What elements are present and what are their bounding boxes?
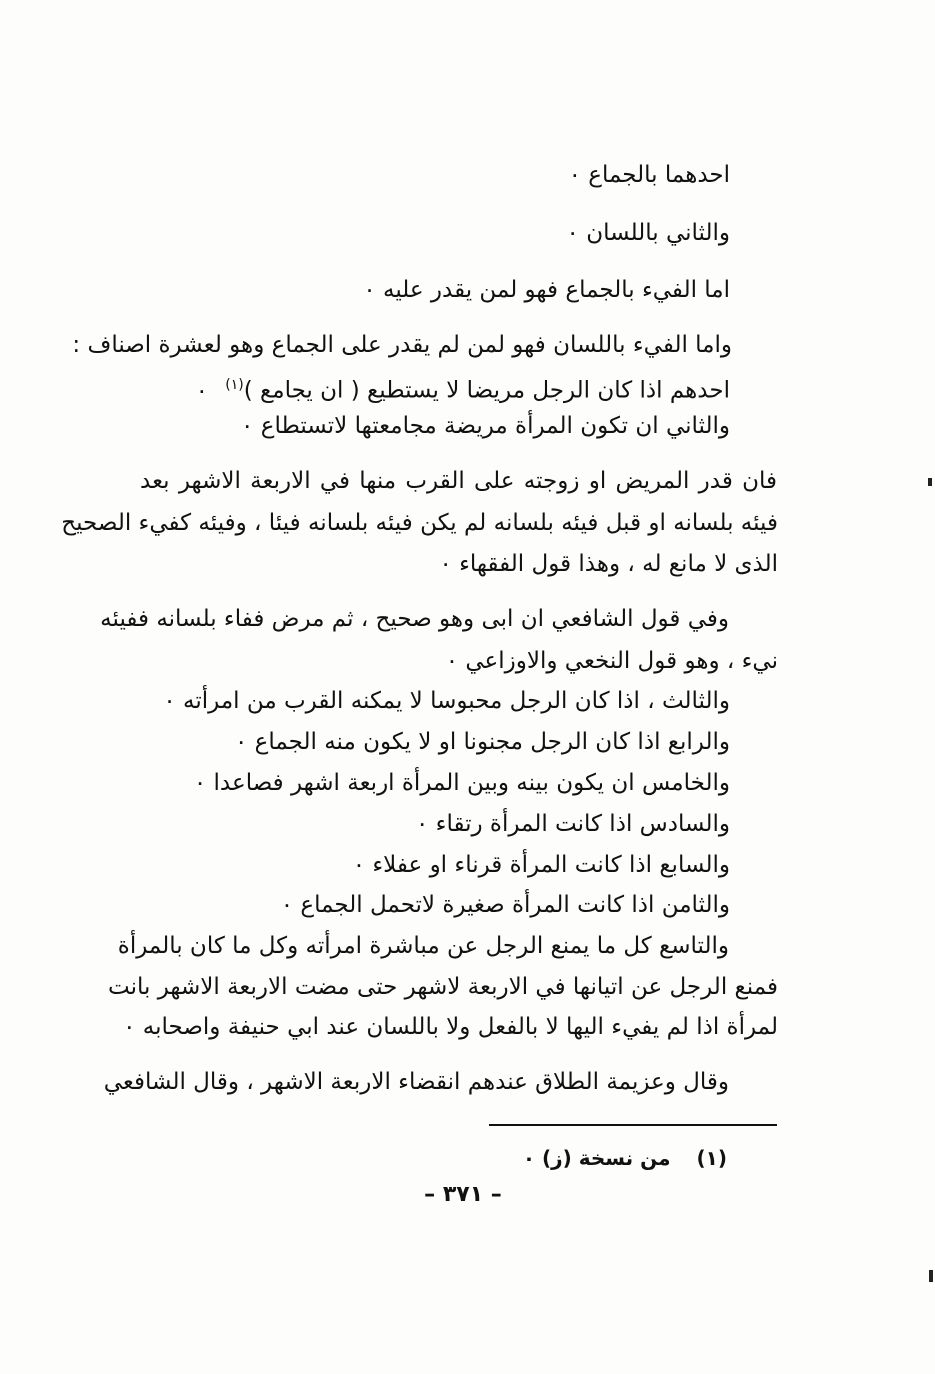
- text-line-5: [196, 370, 730, 406]
- text-line-8: فيئه بلسانه او قبل فيئه بلسانه لم يكن فيئه بلسانه فيئا ، وفيئه كفيء الصحيح: [61, 510, 778, 536]
- text-line-6: والثاني ان تكون المرأة مريضة مجامعتها لاتستطاع ٠: [241, 413, 730, 439]
- text-line-21: وقال وعزيمة الطلاق عندهم انقضاء الاربعة الاشهر ، وقال الشافعي: [103, 1069, 729, 1095]
- text-line-14: والخامس ان يكون بينه وبين المرأة اربعة اشهر فصاعدا ٠: [193, 770, 730, 796]
- text-line-13: والرابع اذا كان الرجل مجنونا او لا يكون منه الجماع ٠: [234, 729, 730, 755]
- edge-mark-right: [928, 478, 932, 486]
- footnote-number: (١): [696, 1146, 727, 1170]
- text-line-4: واما الفيء باللسان فهو لمن لم يقدر على الجماع وهو لعشرة اصناف :: [72, 332, 732, 358]
- text-line-15: والسادس اذا كانت المرأة رتقاء ٠: [415, 811, 730, 837]
- footnote-divider: [489, 1124, 777, 1126]
- text-line-3: اما الفيء بالجماع فهو لمن يقدر عليه ٠: [363, 277, 730, 303]
- footnote-text: من نسخة (ز) ٠: [522, 1146, 671, 1170]
- text-line-5-main: احدهم اذا كان الرجل مريضا لا يستطيع ( ان يجامع ): [243, 377, 730, 404]
- text-line-10: وفي قول الشافعي ان ابى وهو صحيح ، ثم مرض ففاء بلسانه ففيئه: [100, 606, 729, 632]
- text-line-9: الذى لا مانع له ، وهذا قول الفقهاء ٠: [439, 551, 778, 577]
- text-line-11: نيء ، وهو قول النخعي والاوزاعي ٠: [445, 648, 778, 674]
- text-line-20: لمرأة اذا لم يفيء اليها لا بالفعل ولا باللسان عند ابي حنيفة واصحابه ٠: [123, 1014, 778, 1040]
- text-line-18: والتاسع كل ما يمنع الرجل عن مباشرة امرأته وكل ما كان بالمرأة: [117, 933, 729, 959]
- text-line-5-dot: ٠: [195, 377, 208, 404]
- text-line-16: والسابع اذا كانت المرأة قرناء او عفلاء ٠: [352, 852, 730, 878]
- text-line-1: احدهما بالجماع ٠: [568, 162, 730, 188]
- text-line-17: والثامن اذا كانت المرأة صغيرة لاتحمل الجماع ٠: [280, 892, 730, 918]
- text-line-19: فمنع الرجل عن اتيانها في الاربعة لاشهر حتى مضت الاربعة الاشهر بانت: [108, 974, 778, 1000]
- page-number: – ٣٧١ –: [424, 1182, 502, 1207]
- text-line-2: والثاني باللسان ٠: [566, 220, 730, 246]
- edge-mark-bottom: [929, 1270, 933, 1282]
- footnote: [523, 1146, 727, 1170]
- text-line-7: فان قدر المريض او زوجته على القرب منها في الاربعة الاشهر بعد: [140, 468, 777, 494]
- text-line-12: والثالث ، اذا كان الرجل محبوسا لا يمكنه القرب من امرأته ٠: [163, 688, 730, 714]
- footnote-ref: (١): [225, 377, 244, 393]
